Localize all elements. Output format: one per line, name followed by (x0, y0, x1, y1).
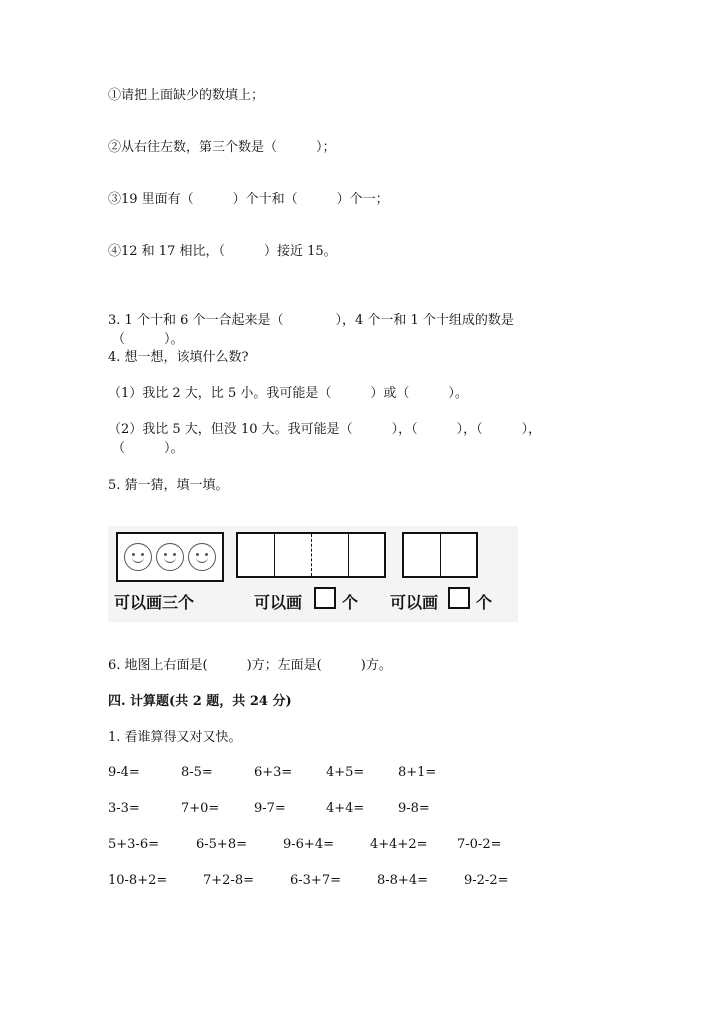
calc-problem: 9-8= (398, 801, 430, 816)
calc-problem: 6+3= (254, 765, 293, 780)
calc-problem: 3-3= (108, 801, 140, 816)
figure-label-2-left: 可以画 (254, 593, 303, 612)
calc-problem: 8-8+4= (377, 873, 428, 888)
box-four-cells (236, 532, 386, 578)
cell-divider (274, 534, 275, 576)
question-6: 6. 地图上右面是( )方；左面是( )方。 (108, 658, 392, 673)
section-heading: 四. 计算题(共 2 题，共 24 分) (108, 694, 292, 709)
drawing-figure (108, 526, 518, 622)
calc-problem: 4+4= (326, 801, 365, 816)
calc-problem: 7+2-8= (203, 873, 254, 888)
calc-problem: 6-5+8= (196, 837, 247, 852)
calc-problem: 7-0-2= (457, 837, 502, 852)
calc-problem: 4+5= (326, 765, 365, 780)
figure-label-3-left: 可以画 (390, 593, 439, 612)
question-item-1: ①请把上面缺少的数填上； (108, 88, 265, 103)
calc-problem: 8+1= (398, 765, 437, 780)
question-item-3: ③19 里面有（ ）个十和（ ）个一； (108, 192, 389, 207)
calc-problem: 9-4= (108, 765, 140, 780)
calc-problem: 6-3+7= (290, 873, 341, 888)
smiley-face-icon (124, 543, 152, 571)
figure-label-2-right: 个 (342, 593, 359, 612)
question-3-line-1: 3. 1 个十和 6 个一合起来是（ ），4 个一和 1 个十组成的数是 (108, 313, 514, 328)
calc-problem: 5+3-6= (108, 837, 159, 852)
question-4-part-2-line-2: （ ）。 (112, 441, 184, 456)
cell-divider (440, 534, 441, 576)
answer-square (314, 587, 336, 609)
question-4-part-2-line-1: （2）我比 5 大，但没 10 大。我可能是（ ），（ ），（ ）， (108, 422, 542, 437)
calc-problem: 9-7= (254, 801, 286, 816)
calc-problem: 9-2-2= (464, 873, 509, 888)
box-three-faces (116, 532, 224, 582)
calc-problem: 8-5= (181, 765, 213, 780)
calc-question-title: 1. 看谁算得又对又快。 (108, 730, 242, 745)
question-5-title: 5. 猜一猜，填一填。 (108, 478, 229, 493)
cell-divider (348, 534, 349, 576)
box-two-cells (402, 532, 478, 578)
calc-problem: 9-6+4= (283, 837, 334, 852)
answer-square (448, 587, 470, 609)
question-3-line-2: （ ）。 (112, 332, 184, 347)
cell-divider (311, 534, 312, 576)
figure-label-1: 可以画三个 (114, 593, 195, 612)
calc-problem: 4+4+2= (370, 837, 428, 852)
question-4-part-1: （1）我比 2 大，比 5 小。我可能是（ ）或（ ）。 (108, 386, 468, 401)
calc-problem: 7+0= (181, 801, 220, 816)
smiley-face-icon (188, 543, 216, 571)
question-item-4: ④12 和 17 相比，（ ）接近 15。 (108, 244, 337, 259)
smiley-face-icon (156, 543, 184, 571)
figure-label-3-right: 个 (476, 593, 493, 612)
question-item-2: ②从右往左数，第三个数是（ ）； (108, 140, 336, 155)
calc-problem: 10-8+2= (108, 873, 168, 888)
question-4-title: 4. 想一想，该填什么数? (108, 350, 249, 365)
